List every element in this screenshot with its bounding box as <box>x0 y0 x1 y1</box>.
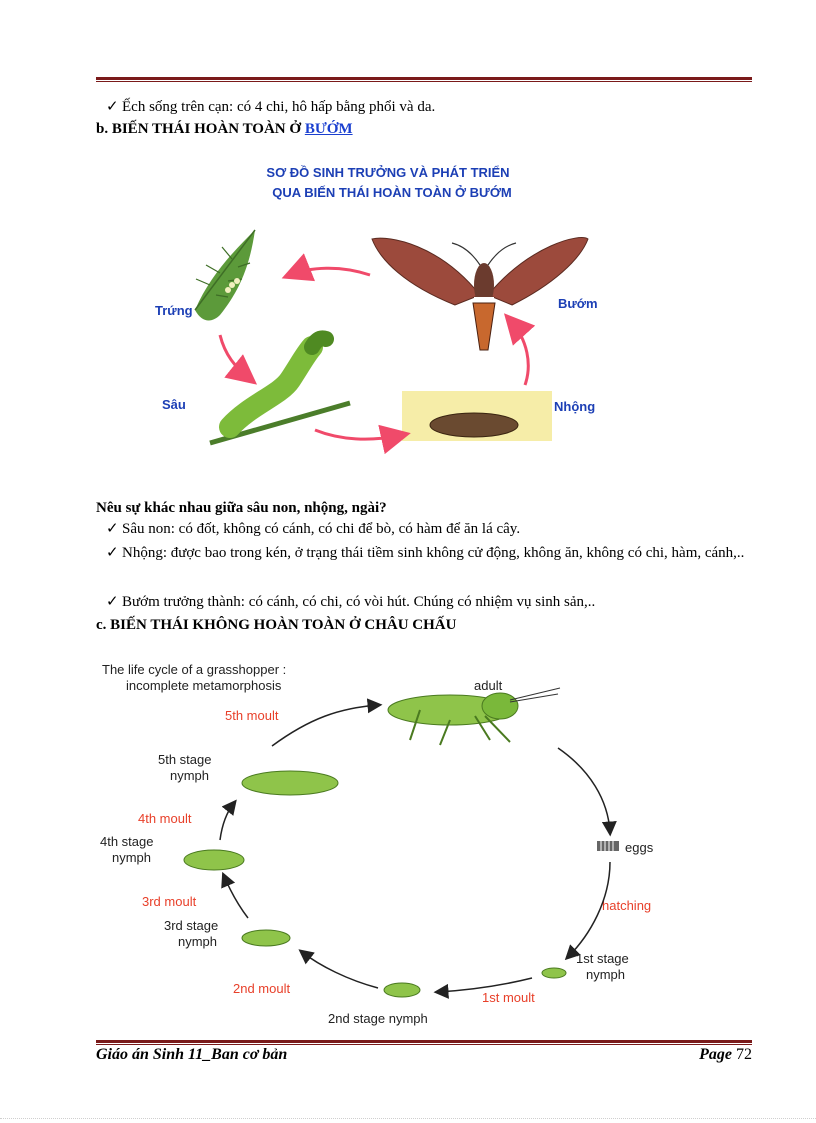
page-footer <box>96 1046 752 1064</box>
nymph-1-image <box>542 968 566 978</box>
eggs-image <box>597 841 619 851</box>
nymph-3-image <box>242 930 290 946</box>
arrow-adult-to-egg <box>290 268 370 275</box>
label-5th-nymph: nymph <box>170 768 210 783</box>
label-4th-stage: 4th stage <box>100 834 154 849</box>
check-icon: ✓ <box>106 594 119 610</box>
nymph-4-image <box>184 850 244 870</box>
label-3rd-moult: 3rd moult <box>142 894 197 909</box>
nymph-2-image <box>384 983 420 997</box>
check-icon: ✓ <box>106 521 119 537</box>
footer-rule <box>96 1040 752 1043</box>
frog-bullet <box>96 96 778 118</box>
header-rule-thin <box>96 81 752 82</box>
label-5th-moult: 5th moult <box>225 708 279 723</box>
arrow-3-to-4 <box>224 876 248 918</box>
label-3rd-nymph: nymph <box>178 934 218 949</box>
butterfly-link[interactable]: BƯỚM <box>304 121 353 137</box>
label-adult: Bướm <box>558 296 598 311</box>
gh-title-line2: incomplete metamorphosis <box>126 678 282 693</box>
butterfly-lifecycle-diagram <box>140 155 620 455</box>
label-eggs: eggs <box>625 840 654 855</box>
frog-text: Ếch sống trên cạn: có 4 chi, hô hấp bằng phổi và da. <box>122 99 436 115</box>
caterpillar-image <box>210 338 350 443</box>
bullet-adult: ✓ Bướm trưởng thành: có cánh, có chi, có vòi hút. Chúng có nhiệm vụ sinh sản,.. <box>96 591 778 613</box>
bullet-pupa: ✓ Nhộng: được bao trong kén, ở trạng thái tiềm sinh không cử động, không ăn, không có chi, hàm, cánh,.. <box>96 542 778 564</box>
diagram-title-line2: QUA BIẾN THÁI HOÀN TOÀN Ở BƯỚM <box>272 185 512 200</box>
arrow-5-to-adult <box>272 705 378 746</box>
bullet-larva: ✓ Sâu non: có đốt, không có cánh, có chi để bò, có hàm để ăn lá cây. <box>96 518 778 540</box>
label-4th-nymph: nymph <box>112 850 152 865</box>
footer-title: Giáo án Sinh 11_Ban cơ bản <box>96 1046 288 1063</box>
check-icon: ✓ <box>106 99 119 115</box>
moth-image <box>372 238 588 350</box>
arrow-pupa-to-adult <box>510 320 528 385</box>
label-adult: adult <box>474 678 503 693</box>
header-rule <box>96 77 752 80</box>
label-2nd-moult: 2nd moult <box>233 981 291 996</box>
label-2nd-stage: 2nd stage nymph <box>328 1011 428 1026</box>
arrow-larva-to-pupa <box>315 430 402 439</box>
pupa-image <box>402 391 552 441</box>
gh-title-line1: The life cycle of a grasshopper : <box>102 662 287 677</box>
heading-grasshopper: c. BIẾN THÁI KHÔNG HOÀN TOÀN Ở CHÂU CHẤU <box>96 617 457 633</box>
arrow-4-to-5 <box>220 803 234 840</box>
label-4th-moult: 4th moult <box>138 811 192 826</box>
bottom-dotted-line <box>0 1118 816 1119</box>
arrow-egg-to-larva <box>220 335 250 379</box>
label-3rd-stage: 3rd stage <box>164 918 219 933</box>
footer-rule-thin <box>96 1044 752 1045</box>
label-1st-nymph: nymph <box>586 967 626 982</box>
label-larva: Sâu <box>162 397 186 412</box>
check-icon: ✓ <box>106 545 119 561</box>
label-1st-moult: 1st moult <box>482 990 535 1005</box>
label-egg: Trứng <box>155 303 193 318</box>
label-hatching: hatching <box>602 898 652 913</box>
heading-butterfly: b. BIẾN THÁI HOÀN TOÀN Ở BƯỚM <box>96 121 353 137</box>
label-5th-stage: 5th stage <box>158 752 212 767</box>
label-1st-stage: 1st stage <box>576 951 629 966</box>
question-heading: Nêu sự khác nhau giữa sâu non, nhộng, ngài? <box>96 500 387 516</box>
arrow-2-to-3 <box>302 952 378 988</box>
grasshopper-lifecycle-diagram <box>90 650 690 1035</box>
arrow-adult-to-eggs <box>558 748 610 832</box>
label-pupa: Nhộng <box>554 399 596 414</box>
page-number: Page 72 <box>699 1046 752 1063</box>
nymph-5-image <box>242 771 338 795</box>
adult-grasshopper-image <box>388 688 560 745</box>
leaf-eggs-image <box>195 230 255 320</box>
diagram-title-line1: SƠ ĐỒ SINH TRƯỞNG VÀ PHÁT TRIỂN <box>266 165 510 180</box>
